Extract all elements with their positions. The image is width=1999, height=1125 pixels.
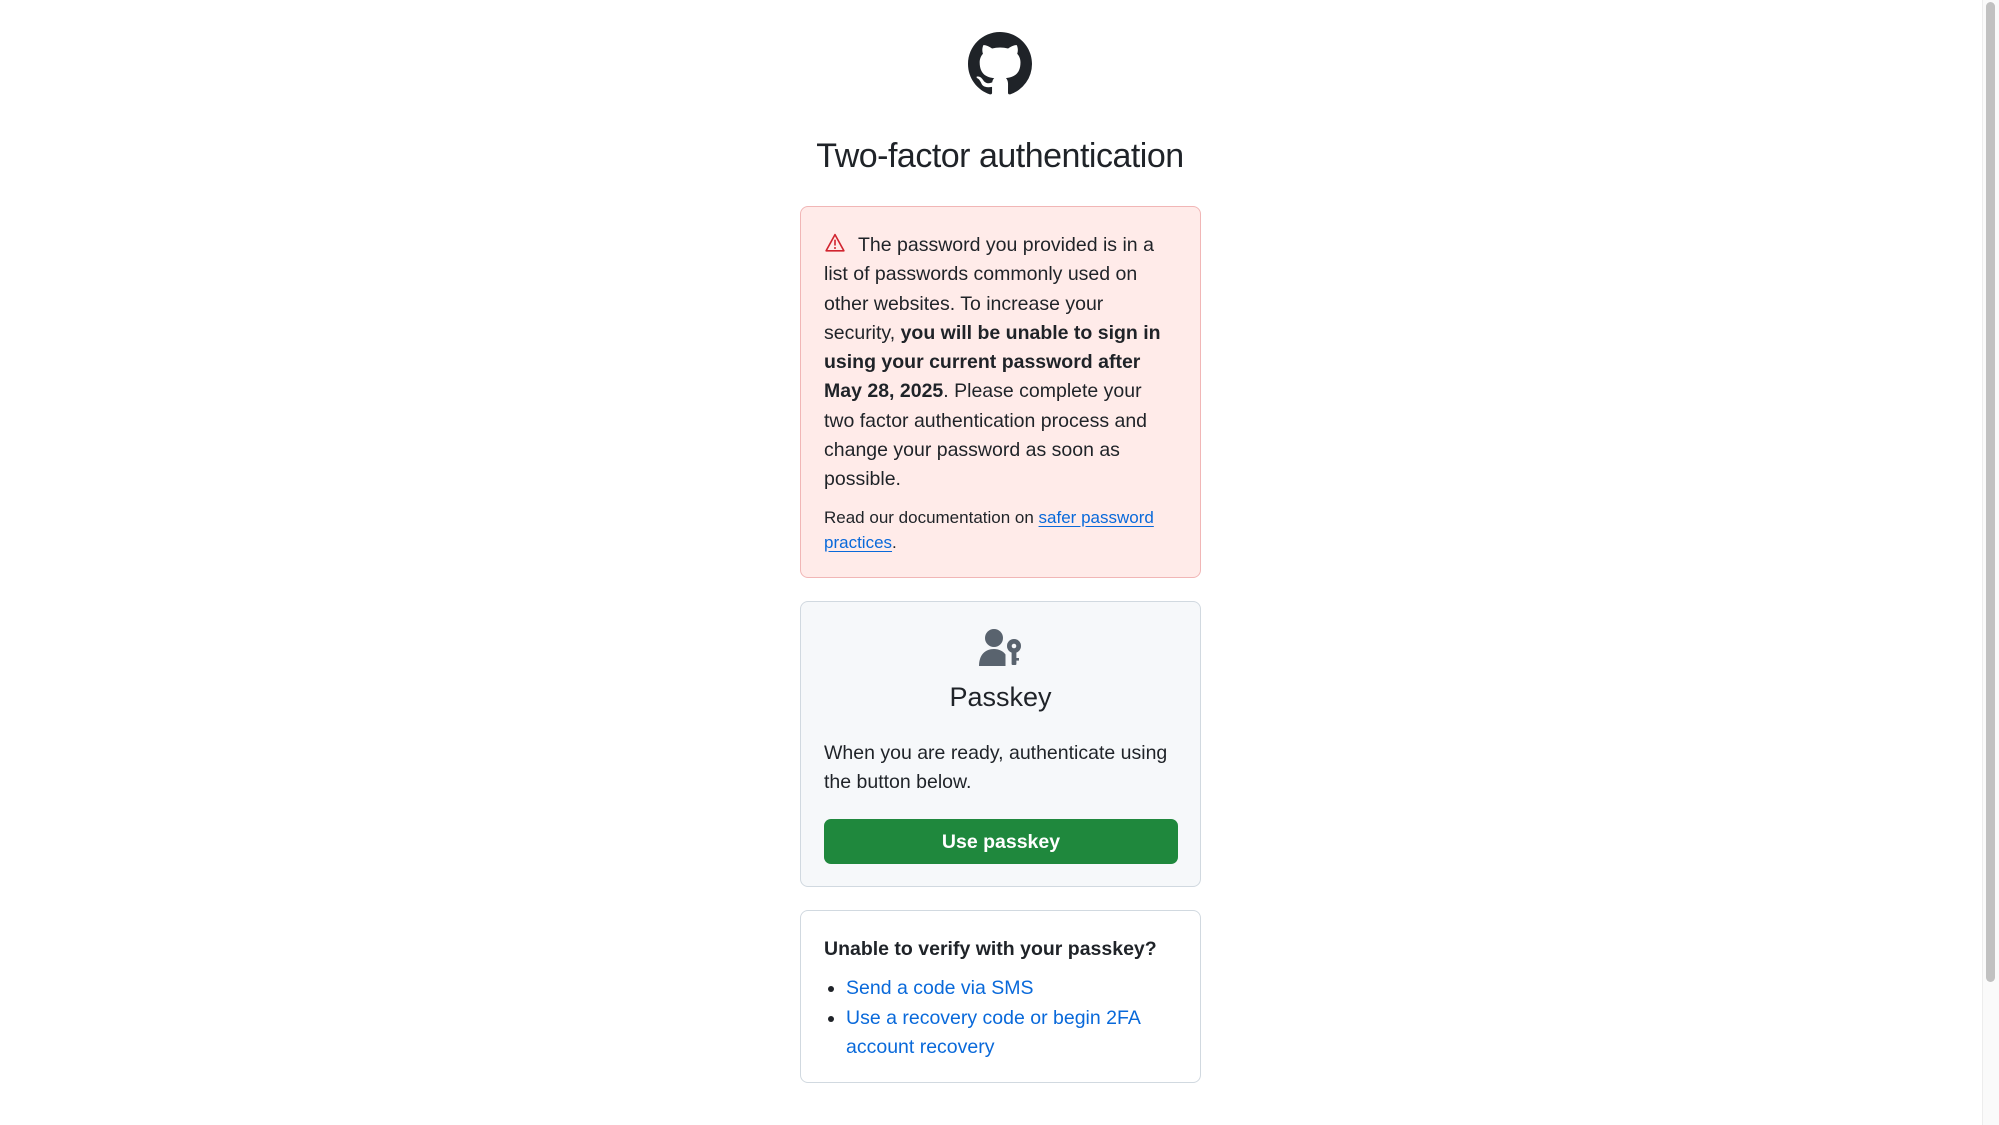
passkey-icon <box>978 628 1024 668</box>
auth-column <box>800 206 1201 1083</box>
alternative-methods-title: Unable to verify with your passkey? <box>824 938 1157 961</box>
scrollbar-thumb[interactable] <box>1986 2 1995 982</box>
passkey-description: When you are ready, authenticate using the button below. <box>824 741 1168 793</box>
warning-text-end: . Please complete your two factor authentication process and change your password as soon as possible. <box>824 380 1148 491</box>
passkey-card <box>800 601 1201 888</box>
list-item <box>846 1004 1177 1063</box>
send-sms-code-link[interactable]: Send a code via SMS <box>846 977 1034 1000</box>
safer-password-practices-link[interactable]: safer password practices <box>824 507 1154 552</box>
documentation-note <box>824 505 1177 555</box>
warning-message <box>824 231 1177 495</box>
page-scrollbar[interactable] <box>1982 0 1999 1125</box>
list-item <box>846 974 1177 1003</box>
use-passkey-button[interactable]: Use passkey <box>824 819 1178 864</box>
alert-triangle-icon <box>824 233 846 253</box>
doc-prefix: Read our documentation on <box>824 507 1039 527</box>
alternative-methods-list <box>824 974 1177 1062</box>
passkey-title: Passkey <box>949 681 1052 712</box>
github-logo-icon[interactable] <box>968 32 1032 96</box>
alternative-methods-box <box>800 910 1201 1083</box>
page-title: Two-factor authentication <box>816 137 1184 175</box>
password-warning-flash <box>800 206 1201 578</box>
doc-suffix: . <box>892 532 897 552</box>
recovery-code-link[interactable]: Use a recovery code or begin 2FA account recovery <box>846 1006 1140 1058</box>
warning-text-start: The password you provided is in a list of passwords commonly used on other websites. To increase your security, <box>824 234 1154 344</box>
warning-text-bold: you will be unable to sign in using your current password after May 28, 2025 <box>824 321 1161 403</box>
